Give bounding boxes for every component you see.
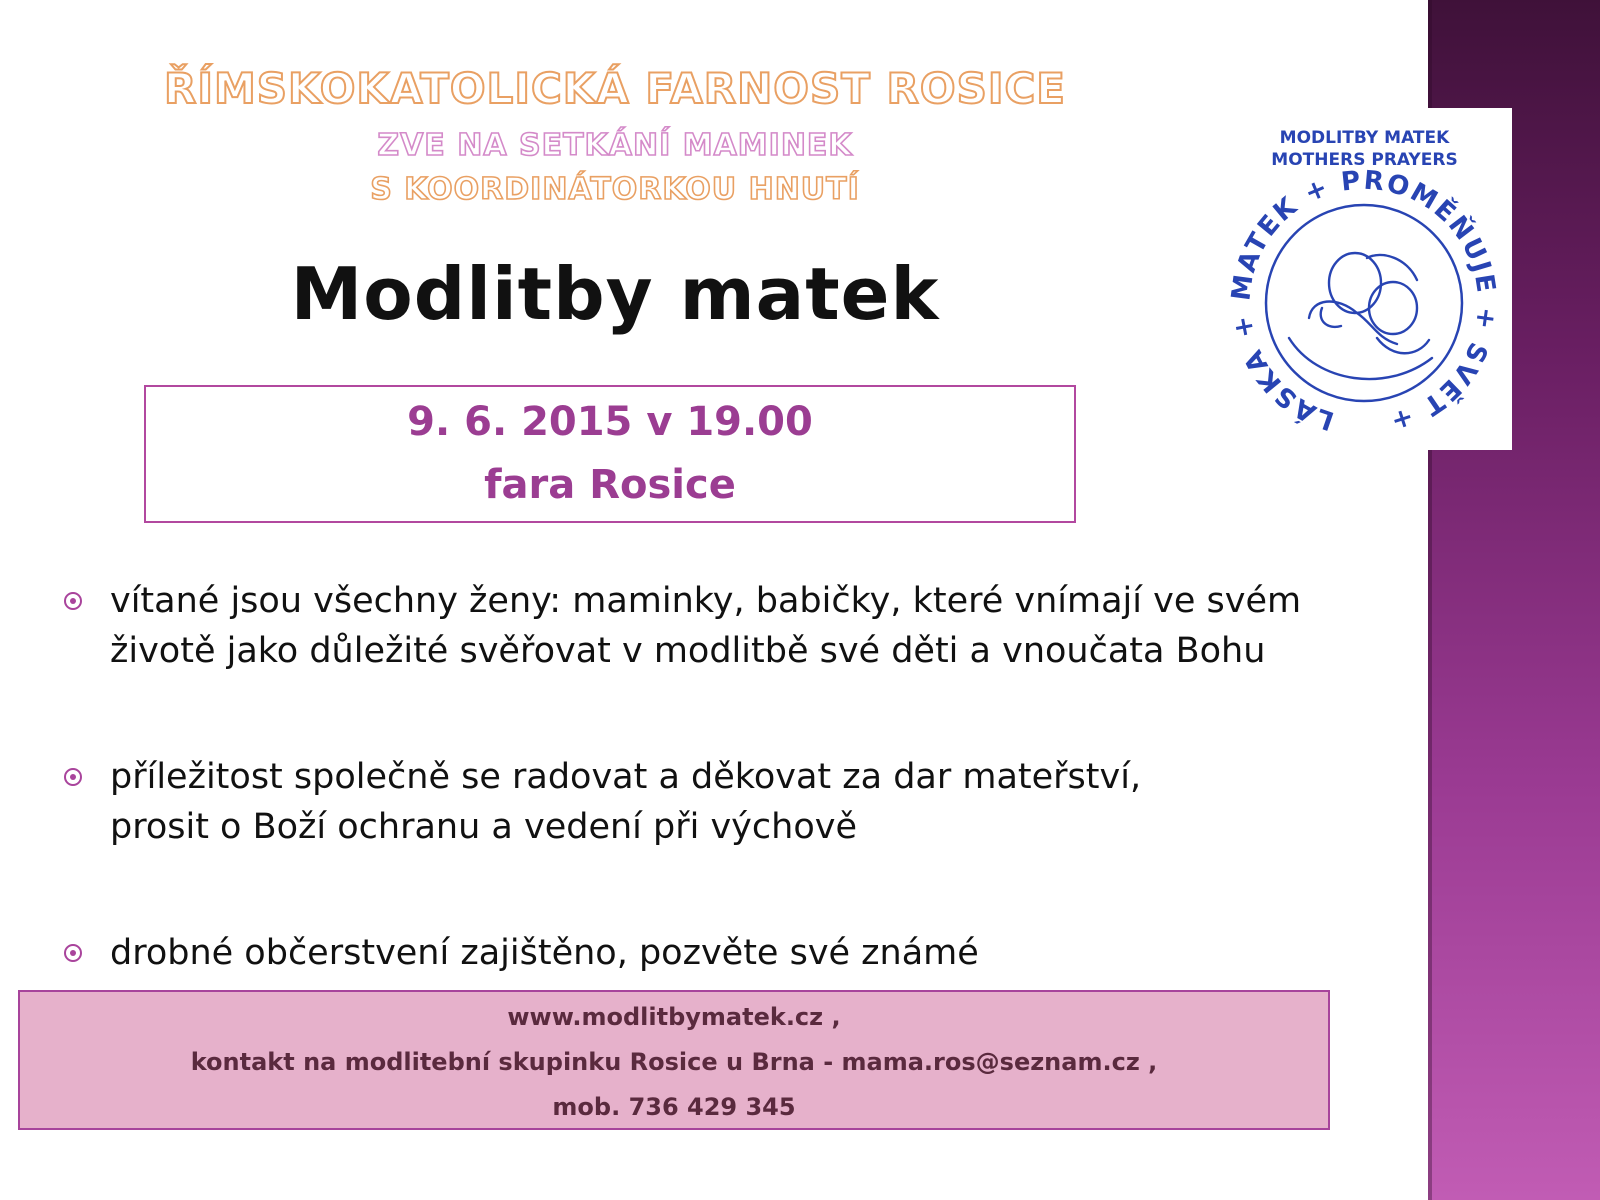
page-title: Modlitby matek [290, 252, 940, 336]
mother-child-icon [1289, 253, 1432, 379]
contact-info-box [18, 990, 1330, 1130]
info-bullet-list [60, 576, 1420, 978]
bullet-icon [64, 768, 82, 786]
bullet-text-line: životě jako důležité svěřovat v modlitbě své děti a vnoučata Bohu [110, 631, 1266, 671]
mothers-prayers-logo [1217, 108, 1512, 450]
bullet-text-line: prosit o Boží ochranu a vedení při výchově [110, 807, 857, 847]
bullet-item-opportunity [60, 752, 1420, 852]
logo-emblem [1217, 108, 1512, 450]
parish-name-heading: ŘÍMSKOKATOLICKÁ FARNOST ROSICE [164, 64, 1066, 113]
phone-number: mob. 736 429 345 [552, 1093, 796, 1121]
bullet-text-line: vítané jsou všechny ženy: maminky, babičky, které vnímají ve svém [110, 581, 1302, 621]
logo-title-czech: MODLITBY MATEK [1279, 128, 1450, 148]
bullet-text-line: příležitost společně se radovat a děkovat za dar mateřství, [110, 757, 1142, 797]
coordinator-subheading: S KOORDINÁTORKOU HNUTÍ [370, 172, 860, 207]
bullet-icon [64, 944, 82, 962]
event-place: fara Rosice [484, 462, 736, 508]
bullet-text-line: drobné občerstvení zajištěno, pozvěte své známé [110, 933, 979, 973]
group-contact-email[interactable]: kontakt na modlitební skupinku Rosice u Brna - mama.ros@seznam.cz , [190, 1048, 1158, 1076]
bullet-item-refreshments [60, 928, 1420, 978]
event-date: 9. 6. 2015 v 19.00 [407, 399, 813, 445]
logo-title-english: MOTHERS PRAYERS [1271, 150, 1458, 170]
bullet-item-welcome [60, 576, 1420, 676]
website-link[interactable]: www.modlitbymatek.cz , [507, 1003, 841, 1031]
logo-ring [1266, 205, 1462, 401]
invitation-subheading: ZVE NA SETKÁNÍ MAMINEK [377, 128, 853, 163]
bullet-icon [64, 592, 82, 610]
event-info-box [144, 385, 1076, 523]
logo-ring-text: LÁSKA + MATEK + PROMĚŇUJE + SVĚT + [1226, 165, 1502, 438]
